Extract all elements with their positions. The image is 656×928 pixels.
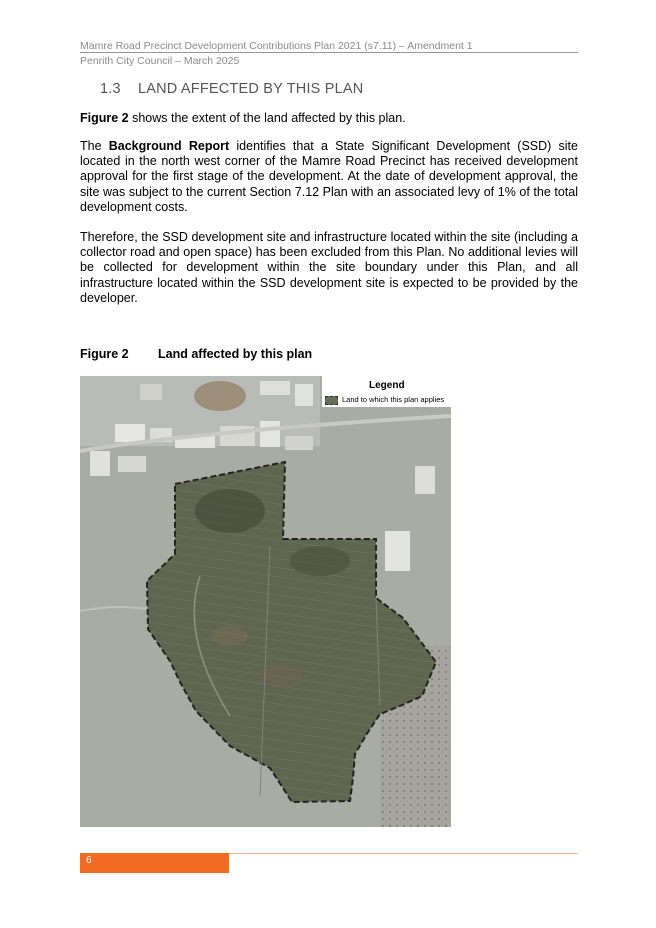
aerial-map [80, 376, 451, 827]
section-number: 1.3 [100, 81, 121, 97]
background-report-reference: Background Report [108, 139, 230, 153]
running-header-title: Mamre Road Precinct Development Contributions Plan 2021 (s7.11) – Amendment 1 [80, 40, 473, 52]
figure-title: Land affected by this plan [158, 347, 313, 361]
map-legend [322, 376, 452, 407]
section-heading [100, 81, 363, 97]
figure-caption [80, 347, 312, 361]
figure-reference: Figure 2 [80, 111, 129, 125]
header-divider [80, 52, 578, 53]
legend-item-label: Land to which this plan applies [342, 395, 445, 404]
paragraph-background-text: identifies that a State Significant Development (SSD) site located in the north west corner of the Mamre Road Precinct has received development approval for the first stage of the development. At the date of development approval, the site was subject to the current Section 7.12 Plan with an associated levy of 1% of the total development costs. [80, 139, 578, 214]
aerial-map-graphic [80, 376, 451, 827]
running-header-subtitle: Penrith City Council – March 2025 [80, 55, 240, 67]
figure-number: Figure 2 [80, 347, 129, 361]
paragraph-exclusion: Therefore, the SSD development site and infrastructure located within the site (including a collector road and open space) has been excluded from this Plan. No additional levies will be collected for development within the site boundary under this Plan, and all infrastructure located within the SSD development site is expected to be provided by the developer. [80, 230, 578, 305]
paragraph-intro-text: shows the extent of the land affected by this plan. [128, 111, 406, 125]
page-number: 6 [86, 855, 92, 866]
legend-title: Legend [369, 380, 405, 391]
section-title: LAND AFFECTED BY THIS PLAN [138, 81, 364, 97]
paragraph-background [80, 139, 578, 215]
paragraph-intro [80, 111, 578, 126]
footer-accent-bar [80, 853, 229, 873]
legend-boundary-swatch [325, 396, 338, 405]
paragraph-background-lead: The [80, 139, 109, 153]
